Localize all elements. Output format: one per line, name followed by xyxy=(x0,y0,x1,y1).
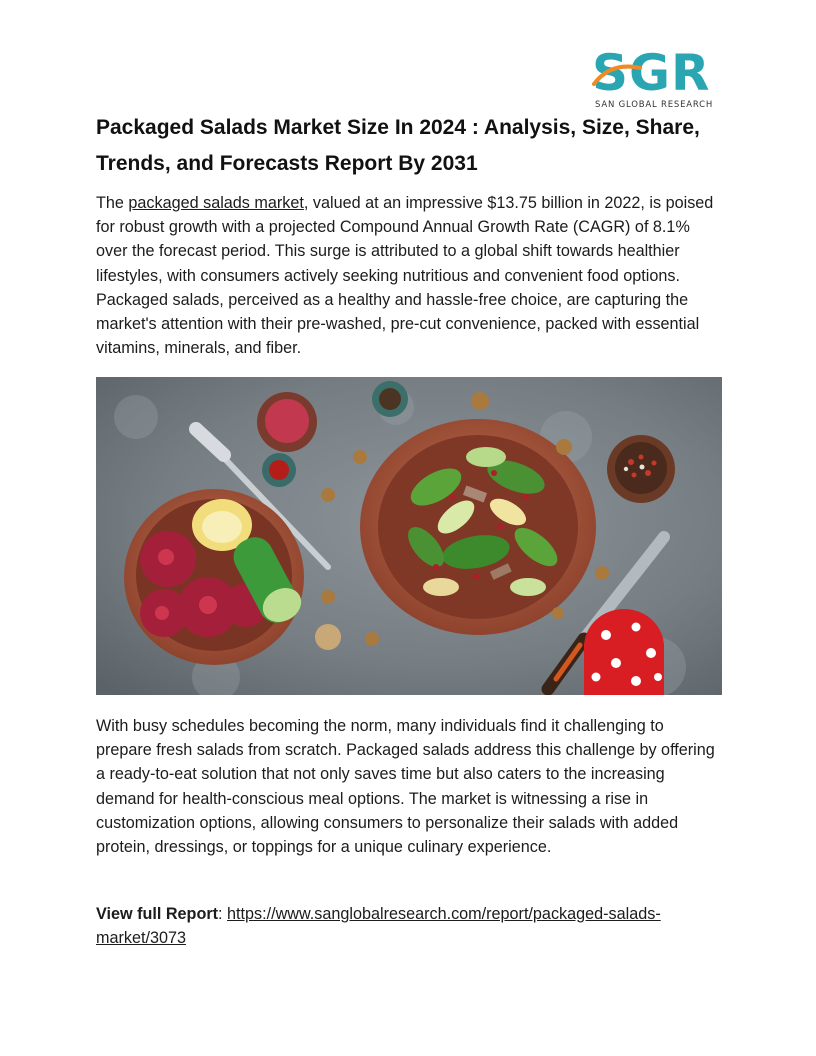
report-line xyxy=(96,902,722,950)
intro-after-link: , valued at an impressive $13.75 billion in 2022, is poised for robust growth with a projected Compound Annual Growth Rate (CAGR) of 8.1% over the forecast period. This surge is attributed to a global shift towards healthier lifestyles, with consumers actively seeking nutritious and convenient food options. Packaged salads, perceived as a healthy and hassle-free choice, are capturing the market's attention with their pre-washed, pre-cut convenience, packed with essential vitamins, minerals, and fiber. xyxy=(96,194,714,358)
logo-swoosh-icon xyxy=(592,64,642,88)
salad-photo-illustration xyxy=(96,377,722,695)
intro-paragraph xyxy=(96,191,722,360)
report-separator: : xyxy=(218,905,228,923)
salad-photo xyxy=(96,377,722,695)
page-title: Packaged Salads Market Size In 2024 : Analysis, Size, Share, Trends, and Forecasts Report By 2031 xyxy=(96,116,700,175)
sgr-logo xyxy=(592,46,724,112)
logo-subtitle: SAN GLOBAL RESEARCH xyxy=(595,100,714,110)
body-paragraph: With busy schedules becoming the norm, many individuals find it challenging to prepare fresh salads from scratch. Packaged salads address this challenge by offering a ready-to-eat solution that not only saves time but also caters to the increasing demand for health-conscious meal options. The market is witnessing a rise in customization options, allowing consumers to personalize their salads with added protein, dressings, or toppings for a unique culinary experience. xyxy=(96,717,715,857)
report-link[interactable]: https://www.sanglobalresearch.com/report/packaged-salads-market/3073 xyxy=(96,905,661,948)
intro-before-link: The xyxy=(96,194,129,212)
report-label: View full Report xyxy=(96,905,219,923)
logo-letters: SGR xyxy=(592,44,711,102)
market-link[interactable]: packaged salads market xyxy=(128,194,304,212)
